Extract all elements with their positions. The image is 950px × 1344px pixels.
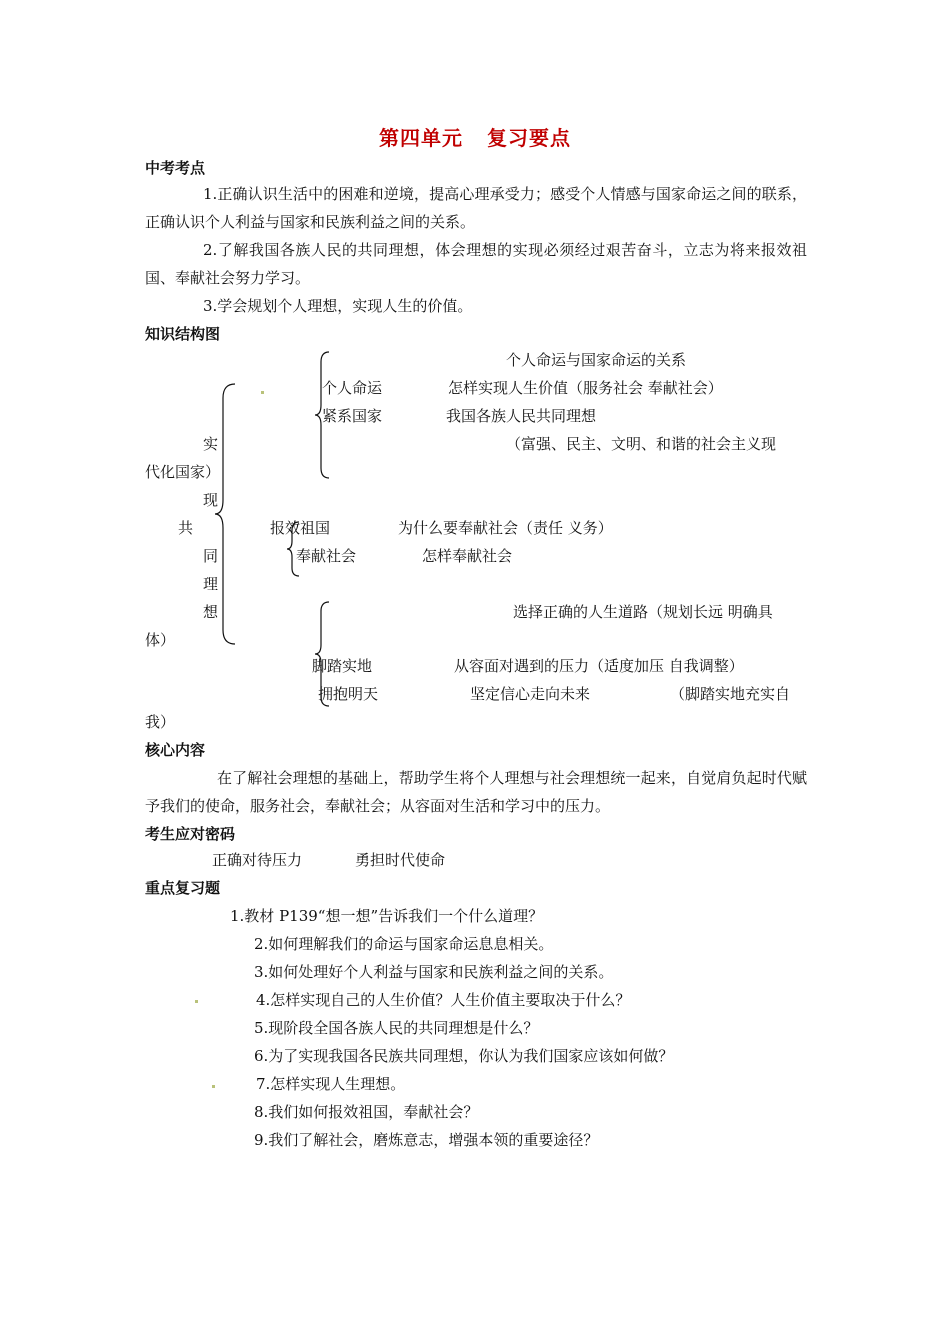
review-question-1: 1.教材 P139“想一想”告诉我们一个什么道理？	[230, 907, 544, 925]
group1-item-3: 我国各族人民共同理想	[446, 407, 597, 425]
group1-item-5: 代化国家）	[145, 463, 221, 481]
main-brace	[215, 384, 237, 644]
group3-label-line2: 拥抱明天	[318, 685, 379, 703]
root-char-4: 同	[203, 547, 219, 565]
code-item-1: 正确对待压力	[212, 851, 303, 869]
group3-item-1: 选择正确的人生道路（规划长远 明确具	[513, 603, 773, 621]
group3-label-line1: 脚踏实地	[312, 657, 373, 675]
group3-item-4: 坚定信心走向未来	[470, 685, 591, 703]
group1-item-2: 怎样实现人生价值（服务社会 奉献社会）	[448, 379, 723, 397]
group3-item-2: 体）	[145, 631, 176, 649]
group1-label-line2: 紧系国家	[322, 407, 383, 425]
root-char-6: 想	[203, 603, 219, 621]
review-question-5: 5.现阶段全国各族人民的共同理想是什么？	[254, 1019, 539, 1037]
group3-item-3: 从容面对遇到的压力（适度加压 自我调整）	[454, 657, 744, 675]
review-question-8: 8.我们如何报效祖国，奉献社会？	[254, 1103, 479, 1121]
root-char-2: 现	[203, 491, 219, 509]
code-item-2: 勇担时代使命	[355, 851, 446, 869]
exam-points-heading: 中考考点	[145, 159, 206, 177]
page-title	[0, 122, 950, 151]
review-question-2: 2.如何理解我们的命运与国家命运息息相关。	[254, 935, 554, 953]
root-char-1: 实	[203, 435, 219, 453]
group2-label-line1: 报效祖国	[270, 519, 331, 537]
speck-mark	[195, 1000, 198, 1003]
group2-label-line2: 奉献社会	[296, 547, 357, 565]
review-question-4: 4.怎样实现自己的人生价值？人生价值主要取决于什么？	[256, 991, 631, 1009]
review-question-9: 9.我们了解社会，磨炼意志，增强本领的重要途径？	[254, 1131, 599, 1149]
review-heading: 重点复习题	[145, 879, 221, 897]
structure-heading: 知识结构图	[145, 325, 221, 343]
review-question-7: 7.怎样实现人生理想。	[256, 1075, 406, 1093]
core-heading: 核心内容	[145, 741, 206, 759]
title-part2: 复习要点	[487, 126, 571, 150]
core-text: 在了解社会理想的基础上，帮助学生将个人理想与社会理想统一起来，自觉肩负起时代赋予我们的使命，服务社会，奉献社会；从容面对生活和学习中的压力。	[145, 769, 807, 815]
exam-point-1: 1.正确认识生活中的困难和逆境，提高心理承受力；感受个人情感与国家命运之间的联系，正确认识个人利益与国家和民族利益之间的关系。	[145, 185, 807, 231]
review-question-3: 3.如何处理好个人利益与国家和民族利益之间的关系。	[254, 963, 614, 981]
group3-item-6: 我）	[145, 713, 176, 731]
exam-point-3: 3.学会规划个人理想，实现人生的价值。	[203, 297, 473, 315]
group2-item-1: 为什么要奉献社会（责任 义务）	[398, 519, 613, 537]
root-char-5: 理	[203, 575, 219, 593]
exam-point-2: 2.了解我国各族人民的共同理想，体会理想的实现必须经过艰苦奋斗，立志为将来报效祖国、奉献社会努力学习。	[145, 241, 807, 287]
codes-heading: 考生应对密码	[145, 825, 236, 843]
group1-label-line1: 个人命运	[322, 379, 383, 397]
speck-mark	[212, 1085, 215, 1088]
speck-mark	[261, 391, 264, 394]
review-question-6: 6.为了实现我国各民族共同理想，你认为我们国家应该如何做？	[254, 1047, 674, 1065]
group3-item-5: （脚踏实地充实自	[670, 685, 791, 703]
group1-item-4: （富强、民主、文明、和谐的社会主义现	[506, 435, 777, 453]
title-part1: 第四单元	[379, 126, 463, 150]
group1-item-1: 个人命运与国家命运的关系	[506, 351, 687, 369]
group2-item-2: 怎样奉献社会	[422, 547, 513, 565]
root-char-3: 共	[178, 519, 194, 537]
